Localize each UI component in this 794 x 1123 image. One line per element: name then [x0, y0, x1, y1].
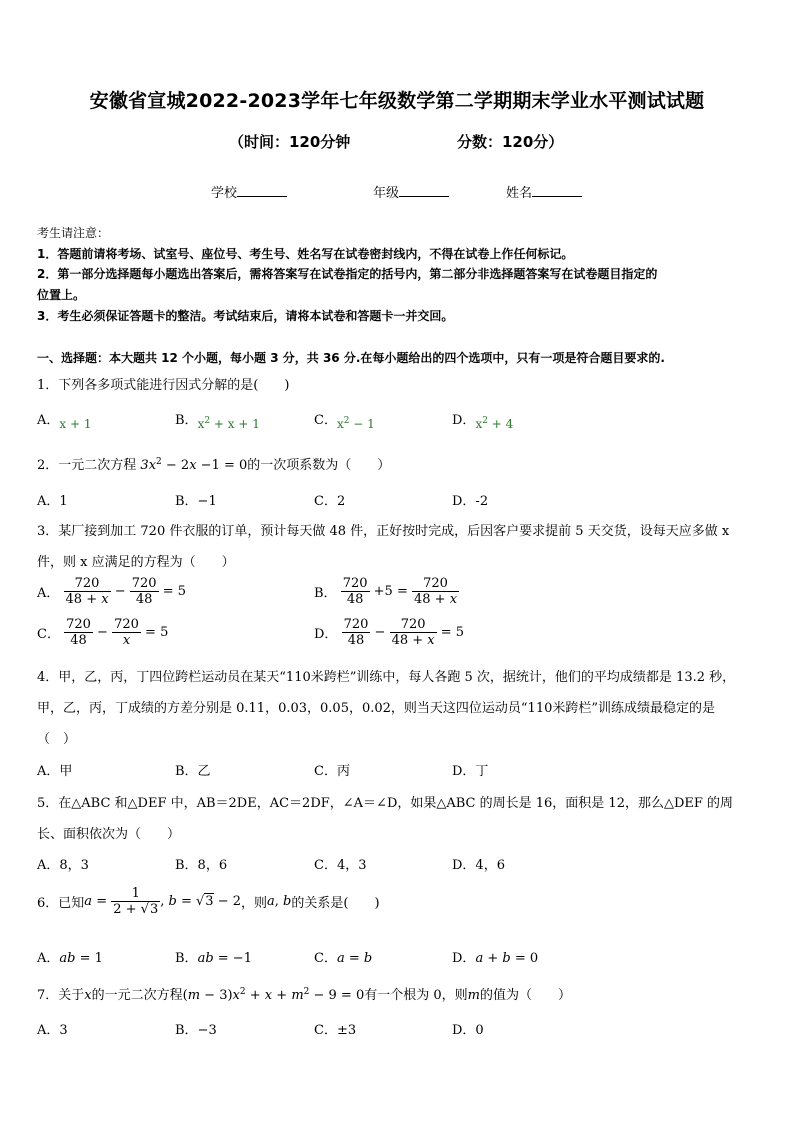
q5-option-a: A．8，3 — [37, 858, 89, 873]
q6-option-b: B．ab = −1 — [175, 951, 252, 966]
q4-line-2: 甲，乙，丙，丁成绩的方差分别是 0.11，0.03，0.05，0.02，则当天这四位运动员“110米跨栏”训练成绩最稳定的是 — [37, 701, 716, 716]
q5-line-2: 长、面积依次为（ ） — [37, 827, 181, 842]
notice-line-1: 1．答题前请将考场、试室号、座位号、考生号、姓名写在试卷密封线内，不得在试卷上作任何标记。 — [37, 247, 574, 261]
grade-field: 年级 — [373, 182, 449, 201]
q3-option-d: D． $\frac{720}{48}$ − $\frac{720}{48 + x}$ = 5 — [314, 617, 465, 648]
q3-option-b: B． $\frac{720}{48}$ +5 = $\frac{720}{48 + x}$ — [314, 576, 458, 607]
q2-option-a: A．1 — [37, 494, 68, 509]
q1-option-c: C．$x^2 - 1$ — [314, 413, 375, 431]
name-field: 姓名 — [506, 182, 582, 201]
q5-line-1: 5．在△ABC 和△DEF 中，AB＝2DE，AC＝2DF，∠A＝∠D，如果△ABC 的周长是 16，面积是 12，那么△DEF 的周 — [37, 796, 734, 811]
q1-option-b: B．$x^2 + x + 1$ — [175, 413, 260, 431]
q6-stem: 6．已知a = $\frac{1}{2 + √3}$ , b = √3 − 2，则a, b的关系是( ) — [37, 886, 380, 917]
school-field: 学校 — [211, 182, 287, 201]
q6-option-c: C．a = b — [314, 951, 373, 966]
q3-line-2: 件，则 x 应满足的方程为（ ） — [37, 555, 235, 570]
notice-line-2b: 位置上。 — [37, 288, 86, 302]
q4-option-d: D．丁 — [452, 764, 489, 779]
q4-line-1: 4．甲，乙，丙，丁四位跨栏运动员在某天“110米跨栏”训练中，每人各跑 5 次，据统计，他们的平均成绩都是 13.2 秒， — [37, 670, 736, 685]
notice-line-2a: 2．第一部分选择题每小题选出答案后，需将答案写在试卷指定的括号内，第二部分非选择题答案写在试卷题目指定的 — [37, 267, 658, 281]
notice-head: 考生请注意： — [37, 226, 110, 240]
q5-option-c: C．4，3 — [314, 858, 367, 873]
q3-option-c: C． $\frac{720}{48}$ − $\frac{720}{x}$ = 5 — [37, 617, 169, 648]
q1-option-d: D．$x^2 + 4$ — [452, 413, 514, 431]
q3-option-a: A． $\frac{720}{48 + x}$ − $\frac{720}{48}$ = 5 — [37, 576, 187, 607]
exam-title: 安徽省宣城2022-2023学年七年级数学第二学期期末学业水平测试试题 — [89, 90, 705, 112]
q2-option-d: D．-2 — [452, 494, 489, 509]
q4-option-c: C．丙 — [314, 764, 350, 779]
q5-option-d: D．4，6 — [452, 858, 505, 873]
q4-option-b: B．乙 — [175, 764, 211, 779]
q6-option-a: A．ab = 1 — [37, 951, 103, 966]
q2-stem: 2．一元二次方程 $3x^2 - 2x -1 = 0$的一次项系数为（ ） — [37, 457, 391, 473]
q5-option-b: B．8，6 — [175, 858, 228, 873]
q7-option-a: A．3 — [37, 1023, 68, 1038]
q6-option-d: D．a + b = 0 — [452, 951, 539, 966]
q7-stem: 7．关于x的一元二次方程$(m - 3)x^2 + x + m^2 - 9 = 0$有一个根为 0，则m的值为（ ） — [37, 987, 571, 1003]
q2-option-b: B．−1 — [175, 494, 217, 509]
q7-option-c: C．±3 — [314, 1023, 357, 1038]
exam-time: （时间：120分钟 — [229, 133, 351, 151]
q1-option-a: A．x + 1 — [37, 413, 92, 431]
notice-line-3: 3．考生必须保证答题卡的整洁。考试结束后，请将本试卷和答题卡一并交回。 — [37, 309, 454, 323]
q7-option-b: B．−3 — [175, 1023, 217, 1038]
exam-score: 分数：120分） — [457, 133, 564, 151]
q4-option-a: A．甲 — [37, 764, 73, 779]
q1-stem: 1．下列各多项式能进行因式分解的是( ) — [37, 378, 290, 393]
q7-option-d: D．0 — [452, 1023, 484, 1038]
section-heading: 一、选择题：本大题共 12 个小题，每小题 3 分，共 36 分.在每小题给出的四个选项中，只有一项是符合题目要求的. — [37, 351, 665, 365]
q2-option-c: C．2 — [314, 494, 346, 509]
q3-line-1: 3．某厂接到加工 720 件衣服的订单，预计每天做 48 件，正好按时完成，后因客户要求提前 5 天交货，设每天应多做 x — [37, 524, 730, 539]
q4-line-3: （ ） — [37, 732, 77, 747]
